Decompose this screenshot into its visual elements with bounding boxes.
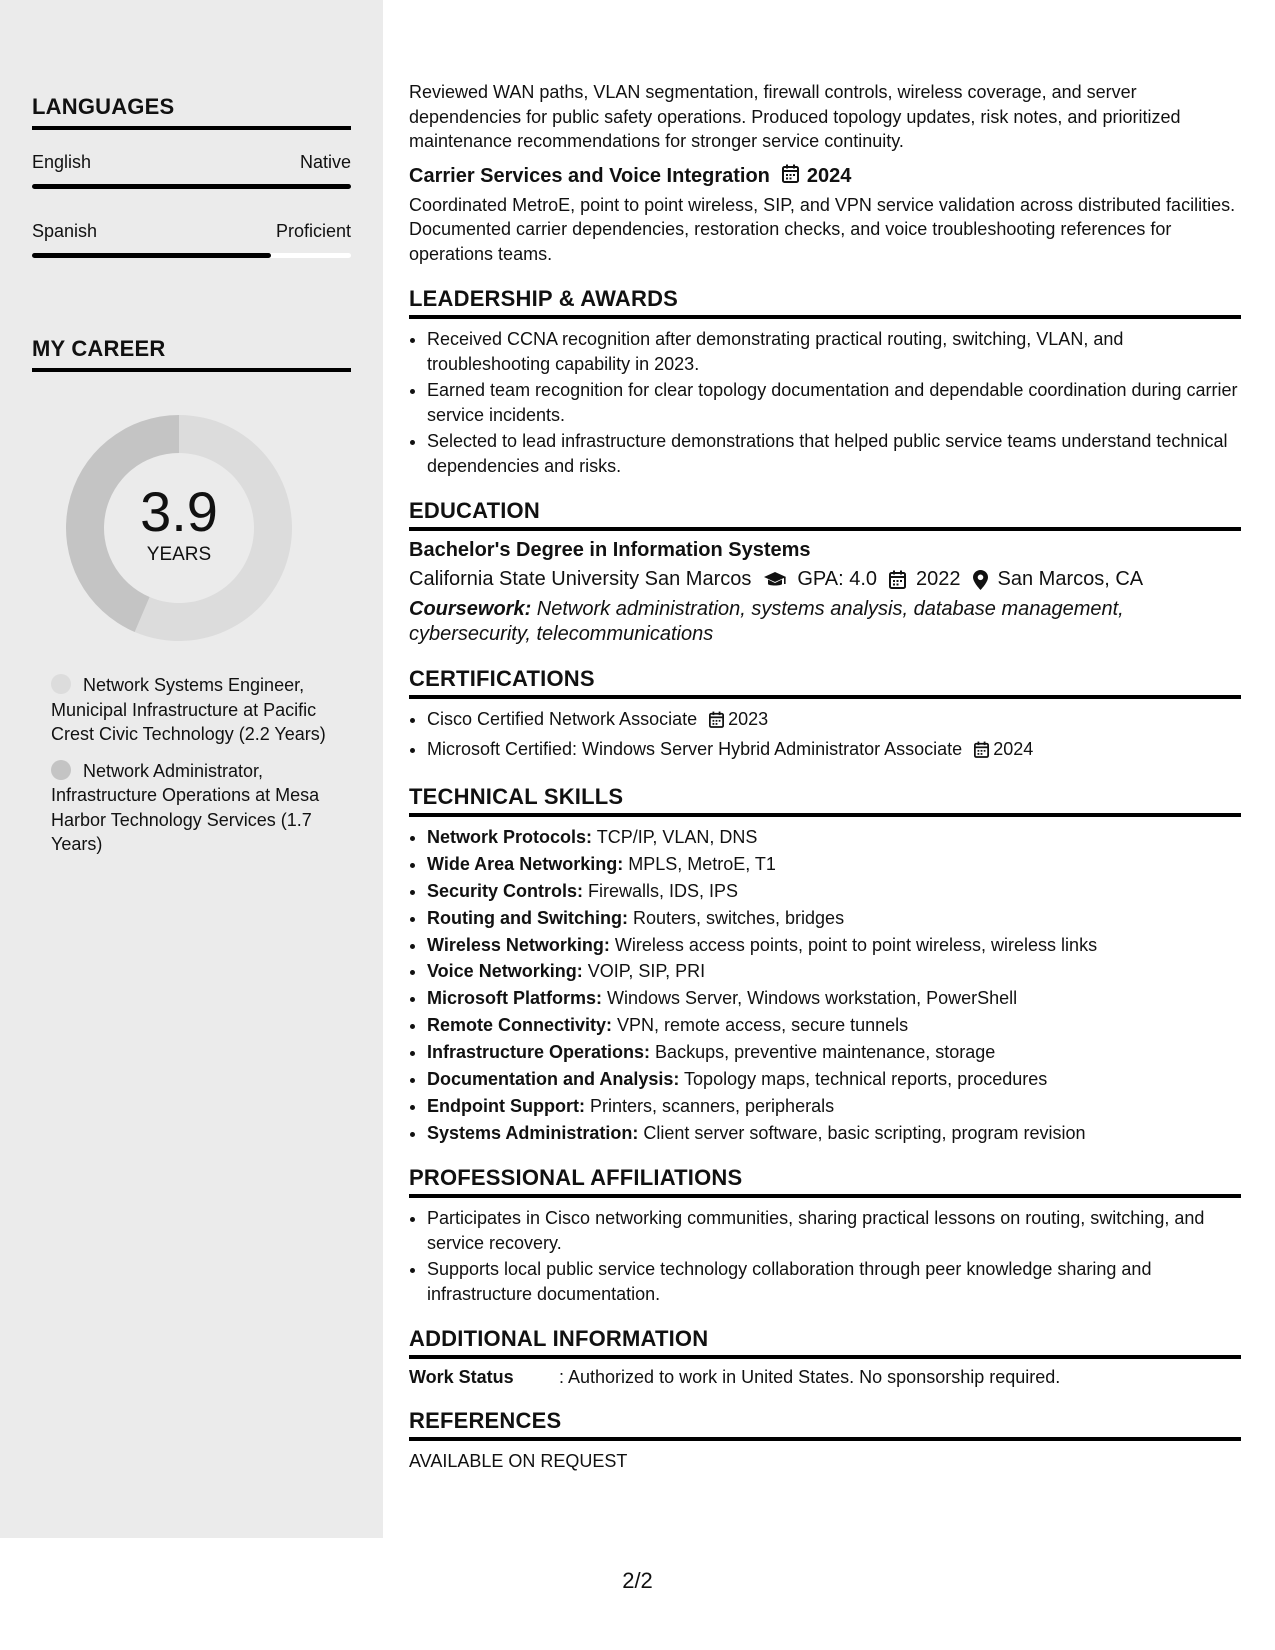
- calendar-icon: [709, 710, 724, 735]
- language-proficiency-bar: [32, 184, 351, 189]
- skill-item: [427, 879, 1241, 904]
- certification-name: Cisco Certified Network Associate: [427, 709, 698, 729]
- skill-value: Wireless access points, point to point wireless, wireless links: [609, 934, 1098, 955]
- skill-item: [427, 1040, 1241, 1065]
- certification-item: [427, 707, 1241, 735]
- list-item: • Selected to lead infrastructure demonstrations that helped public service teams understand technical dependencies and risks.: [427, 429, 1241, 478]
- references-heading: REFERENCES: [409, 1408, 1241, 1441]
- skill-value: Firewalls, IDS, IPS: [583, 880, 739, 901]
- work-status-label: Work Status: [409, 1367, 514, 1388]
- list-item: • Participates in Cisco networking communities, sharing practical lessons on routing, switching, and service recovery.: [427, 1206, 1241, 1255]
- career-item: [51, 673, 331, 747]
- certification-year: 2023: [728, 709, 769, 729]
- legend-dot: [51, 760, 71, 780]
- education-gpa: GPA: 4.0: [797, 568, 878, 590]
- work-status-row: [409, 1367, 1241, 1388]
- legend-dot: [51, 674, 71, 694]
- skill-label: Infrastructure Operations:: [427, 1042, 651, 1063]
- language-row-spanish: [32, 221, 351, 242]
- donut-center: [66, 415, 292, 641]
- languages-heading: LANGUAGES: [32, 94, 351, 130]
- skill-item: [427, 906, 1241, 931]
- skill-item: [427, 1121, 1241, 1146]
- education-details: [409, 568, 1241, 591]
- education-coursework: [409, 597, 1241, 646]
- career-heading: MY CAREER: [32, 336, 351, 372]
- career-item: [51, 759, 331, 857]
- language-name: English: [32, 152, 92, 172]
- additional-info-heading: ADDITIONAL INFORMATION: [409, 1326, 1241, 1359]
- page-number: 2/2: [622, 1568, 653, 1593]
- experience-paragraph: Reviewed WAN paths, VLAN segmentation, firewall controls, wireless coverage, and server dependencies for public safety operations. Produced topology updates, risk notes, and prioritized maintenance recommendations for stronger service continuity.: [409, 82, 1181, 151]
- career-donut-chart: [66, 415, 292, 641]
- skill-item: [427, 825, 1241, 850]
- skill-item: [427, 852, 1241, 877]
- language-level: Proficient: [275, 221, 351, 241]
- skill-value: Client server software, basic scripting, program revision: [638, 1122, 1086, 1143]
- affiliations-heading: PROFESSIONAL AFFILIATIONS: [409, 1165, 1241, 1198]
- work-status-value: : Authorized to work in United States. No sponsorship required.: [559, 1367, 1061, 1388]
- list-item: • Supports local public service technology collaboration through peer knowledge sharing and infrastructure documentation.: [427, 1257, 1241, 1306]
- skill-item: [427, 959, 1241, 984]
- skill-value: Printers, scanners, peripherals: [584, 1095, 835, 1116]
- certification-year: 2024: [993, 738, 1034, 759]
- sidebar: [0, 0, 383, 1538]
- project-title: Carrier Services and Voice Integration: [409, 164, 770, 187]
- affiliations-list: [409, 1206, 1241, 1306]
- skill-item: [427, 933, 1241, 958]
- education-degree: Bachelor's Degree in Information Systems: [409, 539, 811, 561]
- skill-value: Windows Server, Windows workstation, PowerShell: [602, 988, 1018, 1009]
- skill-label: Voice Networking:: [427, 961, 583, 982]
- skill-label: Remote Connectivity:: [427, 1015, 613, 1036]
- calendar-icon: [974, 740, 989, 765]
- certifications-heading: CERTIFICATIONS: [409, 666, 1241, 699]
- skill-item: [427, 1013, 1241, 1038]
- skills-list: [409, 825, 1241, 1145]
- skill-value: VPN, remote access, secure tunnels: [612, 1015, 909, 1036]
- skill-value: Backups, preventive maintenance, storage: [650, 1042, 996, 1063]
- skill-label: Endpoint Support:: [427, 1095, 585, 1116]
- skill-item: [427, 1094, 1241, 1119]
- project-paragraph: Coordinated MetroE, point to point wireless, SIP, and VPN service validation across distributed facilities. Documented carrier dependencies, restoration checks, and voice troubleshooting references for operations teams.: [409, 194, 1236, 264]
- skill-item: [427, 1067, 1241, 1092]
- calendar-icon: [889, 570, 906, 589]
- certifications-list: [409, 707, 1241, 764]
- coursework-text: Network administration, systems analysis, database management, cybersecurity, telecommunications: [409, 598, 1124, 645]
- skill-value: VOIP, SIP, PRI: [582, 961, 706, 982]
- main-column: [409, 80, 1241, 1474]
- leadership-list: [409, 327, 1241, 478]
- leadership-heading: LEADERSHIP & AWARDS: [409, 286, 1241, 319]
- map-pin-icon: [973, 570, 988, 590]
- skill-label: Microsoft Platforms:: [427, 988, 603, 1009]
- education-year: 2022: [916, 568, 961, 590]
- coursework-label: Coursework:: [409, 598, 532, 620]
- language-name: Spanish: [32, 221, 98, 241]
- list-item: • Received CCNA recognition after demonstrating practical routing, switching, VLAN, and troubleshooting capability in 2023.: [427, 327, 1241, 376]
- project-year: 2024: [806, 164, 852, 187]
- project-heading: [409, 164, 1241, 189]
- skill-value: TCP/IP, VLAN, DNS: [592, 827, 758, 847]
- certification-name: Microsoft Certified: Windows Server Hybrid Administrator Associate: [427, 738, 963, 759]
- career-total-unit: YEARS: [146, 544, 212, 565]
- skill-label: Routing and Switching:: [427, 907, 628, 928]
- language-proficiency-bar: [32, 253, 351, 258]
- language-proficiency-fill: [32, 184, 351, 189]
- skill-label: Wireless Networking:: [427, 934, 610, 955]
- skill-label: Network Protocols:: [427, 827, 593, 847]
- career-item-text: Network Administrator, Infrastructure Operations at Mesa Harbor Technology Services (1.7 Years): [51, 760, 320, 854]
- career-item-text: Network Systems Engineer, Municipal Infrastructure at Pacific Crest Civic Technology (2.2 Years): [51, 675, 326, 744]
- skill-value: Routers, switches, bridges: [627, 907, 845, 928]
- career-list: [51, 673, 331, 869]
- graduation-cap-icon: [763, 571, 787, 589]
- skill-item: [427, 986, 1241, 1011]
- education-school: California State University San Marcos: [409, 568, 752, 590]
- education-location: San Marcos, CA: [997, 568, 1144, 590]
- education-heading: EDUCATION: [409, 498, 1241, 531]
- calendar-icon: [782, 164, 799, 189]
- skill-label: Systems Administration:: [427, 1122, 639, 1143]
- career-total-value: 3.9: [140, 480, 218, 543]
- language-proficiency-fill: [32, 253, 271, 258]
- skills-heading: TECHNICAL SKILLS: [409, 784, 1241, 817]
- skill-value: MPLS, MetroE, T1: [623, 853, 776, 874]
- skill-label: Wide Area Networking:: [427, 853, 624, 874]
- skill-label: Documentation and Analysis:: [427, 1069, 680, 1090]
- references-text: AVAILABLE ON REQUEST: [409, 1451, 628, 1472]
- skill-label: Security Controls:: [427, 880, 584, 901]
- list-item: • Earned team recognition for clear topology documentation and dependable coordination during carrier service incidents.: [427, 378, 1241, 427]
- certification-item: [427, 737, 1241, 765]
- skill-value: Topology maps, technical reports, procedures: [679, 1069, 1048, 1090]
- language-row-english: [32, 152, 351, 173]
- language-level: Native: [299, 152, 351, 172]
